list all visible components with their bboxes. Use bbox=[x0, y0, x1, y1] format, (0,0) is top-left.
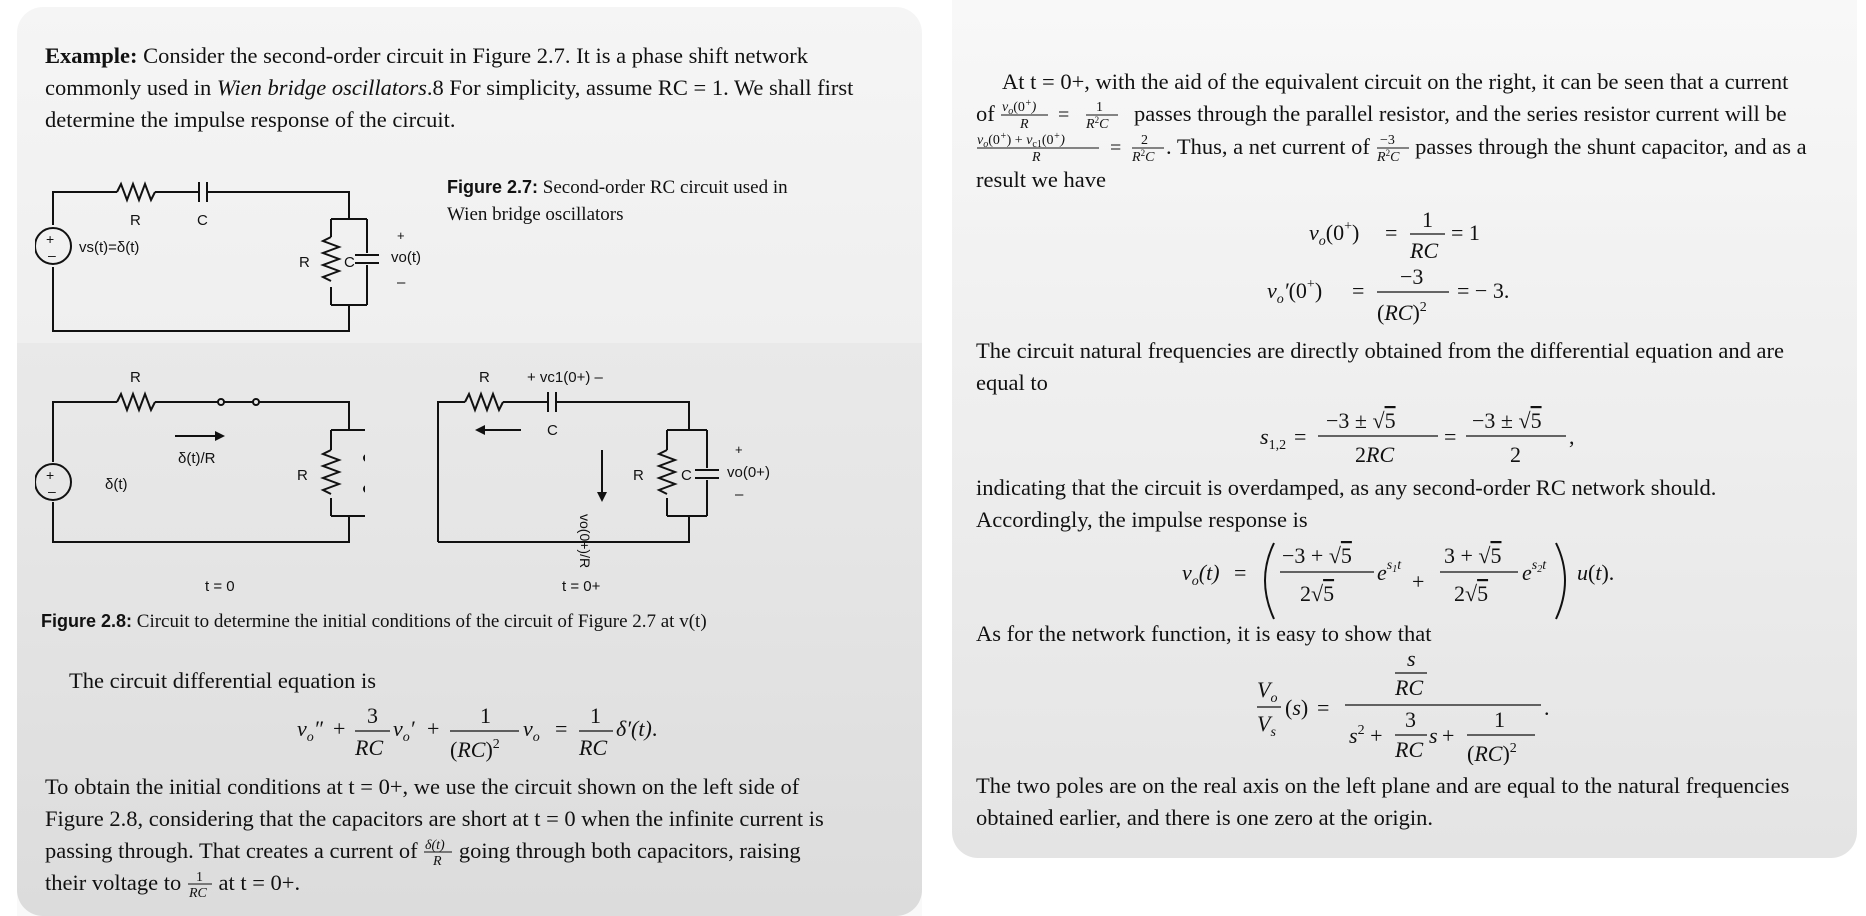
initial-current-paragraph: At t = 0+, with the aid of the equivalent circuit on the right, it can be seen that a current of $v_o(0^+)$ R = 1 $R^2C$ passes through the parallel resistor, and the series resistor current will be $v_o(0^+) + v_{c1}(0^+)$ R = 2 $R^2C$ . Thus, a net current of −3 $R^2C$ passes through the shunt capacitor, and as a result we have bbox=[976, 69, 1807, 192]
svg-text:C: C bbox=[547, 422, 558, 439]
svg-text:s1,2: $s_{1,2}$ bbox=[1260, 424, 1287, 453]
svg-text:–: – bbox=[48, 247, 56, 263]
svg-text:es1t: $e^s1t$ bbox=[1377, 558, 1402, 585]
svg-text:= 1: = 1 bbox=[1451, 220, 1480, 245]
svg-text:+: + bbox=[333, 716, 346, 741]
svg-text:2: 2 bbox=[1141, 133, 1148, 148]
svg-text:,: , bbox=[1569, 424, 1575, 449]
svg-text:RC: RC bbox=[579, 735, 608, 760]
source-label: vs(t)=δ(t) bbox=[79, 239, 140, 256]
svg-text:s2 +: $s^2$ + bbox=[1349, 723, 1383, 748]
svg-text:−3 + √5: −3 + √5 bbox=[1282, 543, 1352, 568]
svg-text:R2C: $R^2C$ bbox=[1086, 115, 1109, 131]
svg-text:=: = bbox=[1444, 424, 1457, 449]
figure-2-8-caption: Figure 2.8: Circuit to determine the initial conditions of the circuit of Figure 2.7 at v(t) bbox=[41, 611, 707, 632]
fraction-net-current bbox=[1376, 132, 1410, 164]
svg-text:(s): (s) bbox=[1285, 695, 1309, 720]
example-label: Example: bbox=[45, 43, 138, 68]
svg-text:vo(t): vo(t) bbox=[391, 249, 421, 266]
overdamped-paragraph: indicating that the circuit is overdamped, as any second-order RC network should. Accordingly, the impulse response is bbox=[976, 475, 1717, 532]
svg-text:+: + bbox=[1412, 569, 1425, 594]
svg-text:3 + √5: 3 + √5 bbox=[1444, 543, 1502, 568]
svg-text:2RC: 2RC bbox=[1355, 442, 1395, 467]
svg-text:=: = bbox=[1294, 424, 1307, 449]
svg-text:−3: −3 bbox=[1400, 264, 1424, 289]
svg-text:vo: $v_o$ bbox=[523, 716, 540, 745]
svg-text:s: s bbox=[1407, 646, 1416, 671]
svg-text:C: C bbox=[197, 212, 208, 229]
svg-text:R: R bbox=[297, 467, 308, 484]
svg-text:=: = bbox=[1110, 137, 1122, 159]
svg-text:–: – bbox=[48, 483, 56, 499]
figure-2-8-left-circuit bbox=[35, 362, 365, 602]
natural-frequencies-equation bbox=[1260, 402, 1590, 472]
svg-text:=: = bbox=[555, 716, 568, 741]
svg-text:(RC)2: (RC)$^2$ bbox=[1467, 741, 1517, 765]
svg-text:Vs: $V_s$ bbox=[1257, 711, 1276, 740]
svg-text:–: – bbox=[735, 486, 744, 503]
network-function-intro: As for the network function, it is easy to show that bbox=[976, 621, 1432, 646]
svg-text:1: 1 bbox=[590, 703, 601, 728]
svg-text:R: R bbox=[479, 369, 490, 386]
svg-text:1: 1 bbox=[1422, 207, 1433, 232]
initial-conditions-equations bbox=[1267, 200, 1587, 330]
fraction-1-over-rc bbox=[187, 869, 213, 899]
svg-text:δ′(t).: δ′(t). bbox=[616, 716, 658, 741]
svg-text:vo(0+)/R: vo(0+)/R bbox=[577, 514, 593, 569]
svg-text:s: s bbox=[1429, 723, 1438, 748]
svg-text:t = 0+: t = 0+ bbox=[562, 578, 601, 595]
svg-text:RC: RC bbox=[355, 735, 384, 760]
svg-text:(RC)2: (RC)$^2$ bbox=[1377, 300, 1427, 325]
svg-text:−3 ± √5: −3 ± √5 bbox=[1472, 408, 1542, 433]
svg-text:vo′(0+): $v_o'(0^+)$ bbox=[1267, 277, 1323, 307]
svg-text:+: + bbox=[46, 467, 55, 483]
svg-text:Vo: $V_o$ bbox=[1257, 677, 1278, 706]
svg-text:RC: RC bbox=[1395, 737, 1424, 762]
figure-2-7-circuit bbox=[35, 167, 455, 342]
example-paragraph: Example: Consider the second-order circuit in Figure 2.7. It is a phase shift network commonly used in Wien bridge oscillators.8 For simplicity, assume RC = 1. We shall first determine the impulse response of the circuit. bbox=[45, 43, 854, 132]
svg-text:vo′: $v_o'$ bbox=[393, 716, 415, 745]
svg-text:1: 1 bbox=[1494, 707, 1505, 732]
svg-text:+: + bbox=[735, 442, 743, 457]
svg-text:.: . bbox=[1544, 695, 1550, 720]
svg-text:R: R bbox=[1032, 150, 1041, 164]
svg-text:R: R bbox=[130, 212, 141, 229]
svg-text:1: 1 bbox=[480, 703, 491, 728]
svg-text:vo(0+): $v_o(0^+)$ bbox=[1002, 99, 1037, 117]
svg-text:2: 2 bbox=[1510, 442, 1521, 467]
svg-text:RC: RC bbox=[1410, 238, 1439, 263]
svg-text:t = 0: t = 0 bbox=[205, 578, 235, 595]
svg-text:=: = bbox=[1352, 278, 1365, 303]
network-function-equation bbox=[1257, 645, 1557, 765]
svg-text:vo″: $v_o''$ bbox=[297, 716, 323, 745]
svg-text:1: 1 bbox=[1096, 100, 1104, 115]
right-page-panel bbox=[952, 0, 1857, 858]
svg-text:es2t: $e^s2t$ bbox=[1522, 558, 1547, 585]
svg-text:=: = bbox=[1234, 560, 1247, 585]
svg-text:C: C bbox=[344, 254, 355, 271]
svg-text:R2C: $R^2C$ bbox=[1132, 148, 1155, 164]
differential-equation bbox=[297, 695, 697, 763]
figure-2-7-caption: Figure 2.7: Second-order RC circuit used in Wien bridge oscillators bbox=[447, 177, 788, 225]
svg-text:R: R bbox=[1020, 117, 1029, 131]
figure-2-8-right-circuit bbox=[397, 362, 817, 602]
svg-text:=: = bbox=[1058, 104, 1070, 126]
svg-text:2√5: 2√5 bbox=[1300, 581, 1335, 606]
fraction-delta-over-r bbox=[423, 837, 453, 867]
svg-text:R: R bbox=[299, 254, 310, 271]
svg-text:vo(t): $v_o(t)$ bbox=[1182, 560, 1220, 589]
natural-frequency-paragraph: The circuit natural frequencies are directly obtained from the differential equation and are equal to bbox=[976, 338, 1784, 395]
svg-text:= − 3.: = − 3. bbox=[1457, 278, 1510, 303]
svg-text:=: = bbox=[1385, 220, 1398, 245]
svg-text:3: 3 bbox=[1405, 707, 1416, 732]
svg-text:R: R bbox=[130, 369, 141, 386]
svg-text:1: 1 bbox=[195, 870, 203, 885]
left-page-panel bbox=[17, 7, 922, 916]
svg-text:−3: −3 bbox=[1379, 133, 1395, 148]
svg-text:(RC)2: (RC)$^2$ bbox=[450, 737, 500, 762]
svg-text:δ(t)/R: δ(t)/R bbox=[178, 450, 216, 467]
svg-text:+ vc1(0+) –: + vc1(0+) – bbox=[527, 369, 603, 386]
svg-text:u(t).: u(t). bbox=[1577, 560, 1615, 585]
svg-text:vo(0+): vo(0+) bbox=[727, 464, 770, 481]
svg-text:R2C: $R^2C$ bbox=[1376, 148, 1399, 164]
svg-text:δ(t): δ(t) bbox=[105, 476, 128, 493]
svg-text:+: + bbox=[46, 231, 55, 247]
initial-conditions-paragraph: To obtain the initial conditions at t = 0+, we use the circuit shown on the left side of Figure 2.8, considering that the capacitors are short at t = 0 when the infinite current is passing through. That creates a current of δ(t) R going through both capacitors, raising their voltage to 1 RC at t = 0+. bbox=[45, 774, 824, 899]
svg-text:–: – bbox=[397, 274, 406, 291]
svg-text:2√5: 2√5 bbox=[1454, 581, 1489, 606]
svg-text:δ(t): δ(t) bbox=[425, 838, 445, 853]
svg-text:RC: RC bbox=[1395, 675, 1424, 700]
svg-text:vo(0+) + vc1(0+): $v_o(0^+) + v_{c1}(0^+)$ bbox=[977, 132, 1065, 150]
diff-eq-intro: The circuit differential equation is bbox=[69, 668, 376, 693]
svg-text:+: + bbox=[397, 228, 405, 243]
svg-text:=: = bbox=[1317, 695, 1330, 720]
poles-paragraph: The two poles are on the real axis on the left plane and are equal to the natural frequencies obtained earlier, and there is one zero at the origin. bbox=[976, 773, 1790, 830]
svg-text:C: C bbox=[681, 467, 692, 484]
fraction-vo-over-r bbox=[1000, 99, 1128, 131]
impulse-response-equation bbox=[1182, 535, 1642, 621]
svg-text:+: + bbox=[1442, 723, 1455, 748]
svg-text:vo(0+): $v_o(0^+)$ bbox=[1309, 219, 1360, 249]
svg-text:R: R bbox=[633, 467, 644, 484]
svg-text:RC: RC bbox=[188, 886, 207, 899]
svg-text:3: 3 bbox=[367, 703, 378, 728]
svg-text:+: + bbox=[427, 716, 440, 741]
fraction-series-current bbox=[976, 132, 1166, 164]
svg-text:−3 ± √5: −3 ± √5 bbox=[1326, 408, 1396, 433]
svg-text:R: R bbox=[433, 854, 442, 867]
